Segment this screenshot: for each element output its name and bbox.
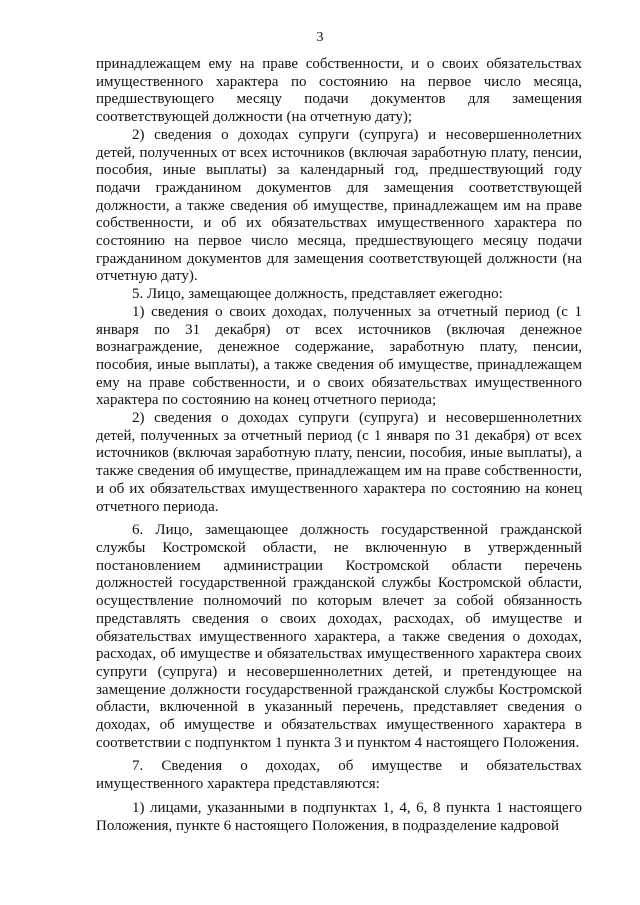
paragraph-6: 6. Лицо, замещающее должность государственной гражданской службы Костромской области, не включенную в утвержденный постановлением администрации Костромской области перечень должностей государственной гражданской службы Костромской области, осуществление полномочий по которым влечет за собой обязанность представлять сведения о своих доходах, расходах, об имуществе и обязательствах имущественного характера, а также сведения о доходах, расходах, об имуществе и обязательствах имущественного характера своих супруги (супруга) и несовершеннолетних детей, и претендующее на замещение должности государственной гражданской службы Костромской области, включенной в указанный перечень, представляет сведения о доходах, об имуществе и обязательствах имущественного характера в соответствии с подпунктом 1 пункта 3 и пунктом 4 настоящего Положения.	[96, 522, 582, 751]
paragraph-5-1: 1) сведения о своих доходах, полученных за отчетный период (с 1 января по 31 декабря) от всех источников (включая денежное вознаграждение, денежное содержание, заработную плату, пенсии, пособия, иные выплаты), а также сведения об имуществе, принадлежащем ему на праве собственности, и о своих обязательствах имущественного характера по состоянию на конец отчетного периода;	[96, 303, 582, 409]
document-body	[96, 56, 582, 835]
paragraph-5: 5. Лицо, замещающее должность, представляет ежегодно:	[132, 286, 503, 303]
paragraph-5-2: 2) сведения о доходах супруги (супруга) и несовершеннолетних детей, полученных за отчетный период (с 1 января по 31 декабря) от всех источников (включая заработную плату, пенсии, пособия, иные выплаты), а также сведения об имуществе, принадлежащем им на праве собственности, и об их обязательствах имущественного характера по состоянию на конец отчетного периода.	[96, 410, 582, 515]
page-number: 3	[316, 30, 324, 45]
paragraph-7-1: 1) лицами, указанными в подпунктах 1, 4, 6, 8 пункта 1 настоящего Положения, пункте 6 настоящего Положения, в подразделение кадровой	[96, 799, 582, 834]
paragraph-7: 7. Сведения о доходах, об имуществе и обязательствах имущественного характера представляются:	[96, 758, 582, 793]
paragraph-continuation: принадлежащем ему на праве собственности, и о своих обязательствах имущественного характера по состоянию на первое число месяца, предшествующего месяцу подачи документов для замещения соответствующей должности (на отчетную дату);	[96, 56, 582, 126]
paragraph-4-2: 2) сведения о доходах супруги (супруга) и несовершеннолетних детей, полученных от всех источников (включая заработную плату, пенсии, пособия, иные выплаты) за календарный год, предшествующий году подачи гражданином документов для замещения соответствующей должности, а также сведения об имуществе, принадлежащем им на праве собственности, и об их обязательствах имущественного характера по состоянию на первое число месяца, предшествующего месяцу подачи гражданином документов для замещения соответствующей должности (на отчетную дату).	[96, 126, 582, 285]
